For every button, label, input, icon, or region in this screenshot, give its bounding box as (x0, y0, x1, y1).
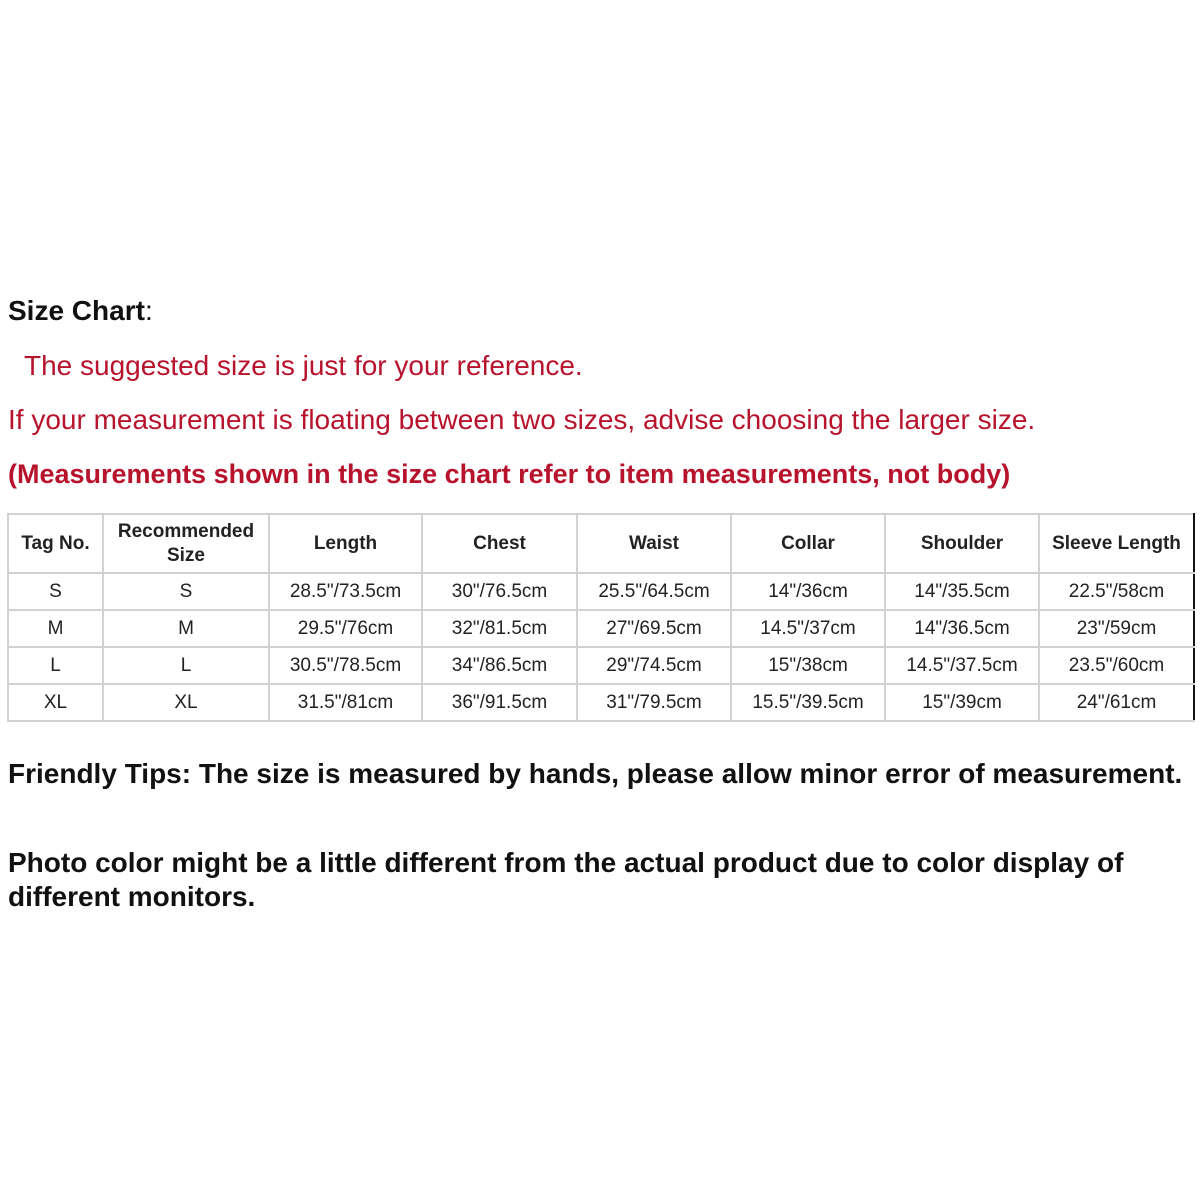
header-waist: Waist (577, 514, 731, 573)
table-cell: 34"/86.5cm (422, 647, 577, 684)
header-chest: Chest (422, 514, 577, 573)
table-cell: 29"/74.5cm (577, 647, 731, 684)
table-cell: 14"/35.5cm (885, 573, 1039, 610)
table-cell: 15"/39cm (885, 684, 1039, 721)
table-cell: 14"/36.5cm (885, 610, 1039, 647)
table-row (8, 684, 1194, 721)
table-row (8, 573, 1194, 610)
measurement-note: (Measurements shown in the size chart refer to item measurements, not body) (8, 459, 1011, 489)
table-cell: S (8, 573, 103, 610)
table-row (8, 610, 1194, 647)
size-chart-title (8, 294, 153, 328)
header-recommended-size: Recommended Size (103, 514, 269, 573)
table-cell: 15.5"/39.5cm (731, 684, 885, 721)
table-cell: 24"/61cm (1039, 684, 1194, 721)
size-chart-title-colon: : (144, 295, 153, 326)
table-cell: L (103, 647, 269, 684)
table-cell: S (103, 573, 269, 610)
table-cell: 25.5"/64.5cm (577, 573, 731, 610)
table-row (8, 647, 1194, 684)
table-cell: 15"/38cm (731, 647, 885, 684)
table-cell: XL (8, 684, 103, 721)
friendly-tips: Friendly Tips: The size is measured by hands, please allow minor error of measurement. (8, 758, 1183, 789)
table-cell: M (8, 610, 103, 647)
reference-note: The suggested size is just for your reference. (24, 350, 583, 381)
table-cell: M (103, 610, 269, 647)
size-advice-note: If your measurement is floating between two sizes, advise choosing the larger size. (8, 404, 1036, 435)
photo-color-note: Photo color might be a little different from the actual product due to color display of different monitors. (8, 847, 1124, 912)
table-cell: 14.5"/37.5cm (885, 647, 1039, 684)
size-table (7, 513, 1195, 722)
table-cell: 22.5"/58cm (1039, 573, 1194, 610)
table-cell: 29.5"/76cm (269, 610, 422, 647)
table-cell: XL (103, 684, 269, 721)
table-cell: 14.5"/37cm (731, 610, 885, 647)
table-cell: 23.5"/60cm (1039, 647, 1194, 684)
table-cell: 30.5"/78.5cm (269, 647, 422, 684)
table-cell: 36"/91.5cm (422, 684, 577, 721)
table-cell: 31"/79.5cm (577, 684, 731, 721)
table-cell: 32"/81.5cm (422, 610, 577, 647)
table-cell: 31.5"/81cm (269, 684, 422, 721)
table-cell: 28.5"/73.5cm (269, 573, 422, 610)
table-cell: 14"/36cm (731, 573, 885, 610)
header-collar: Collar (731, 514, 885, 573)
size-chart-title-text: Size Chart (8, 295, 145, 326)
header-tag-no: Tag No. (8, 514, 103, 573)
table-header-row (8, 514, 1194, 573)
table-cell: L (8, 647, 103, 684)
header-shoulder: Shoulder (885, 514, 1039, 573)
header-length: Length (269, 514, 422, 573)
table-cell: 27"/69.5cm (577, 610, 731, 647)
table-cell: 23"/59cm (1039, 610, 1194, 647)
header-sleeve-length: Sleeve Length (1039, 514, 1194, 573)
table-cell: 30"/76.5cm (422, 573, 577, 610)
